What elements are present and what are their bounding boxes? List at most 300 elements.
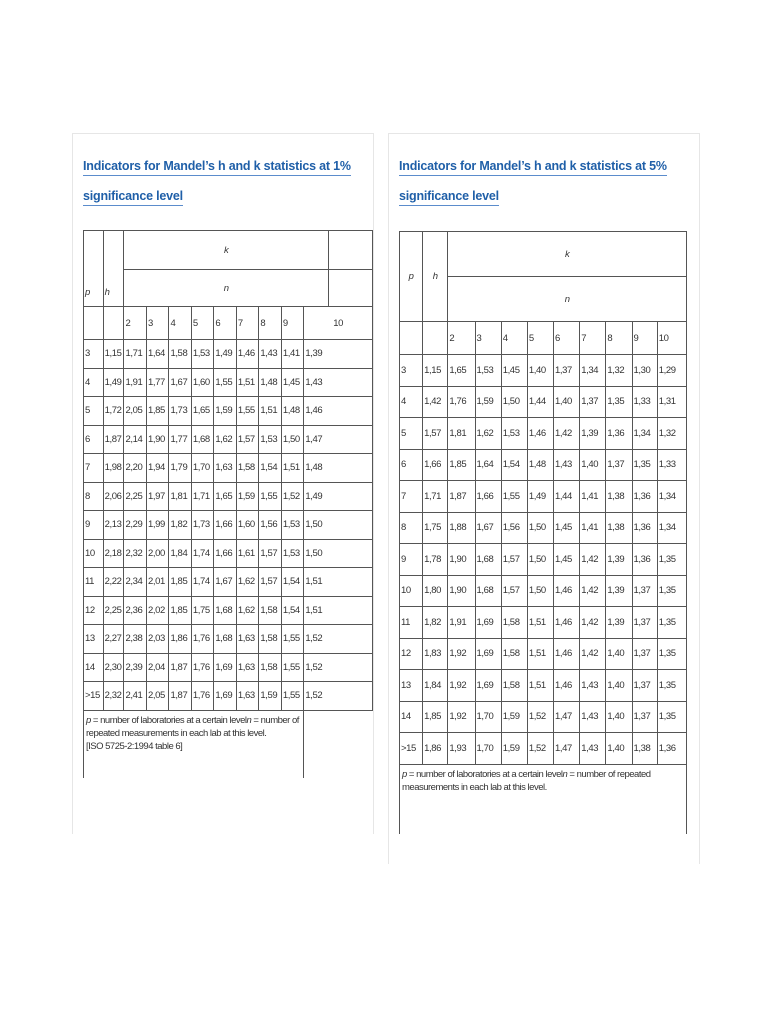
k-value: 1,55 — [214, 368, 236, 397]
k-value: 1,59 — [501, 733, 527, 765]
k-value: 1,84 — [169, 539, 191, 568]
p-value: 13 — [84, 625, 104, 654]
k-value: 1,99 — [146, 511, 168, 540]
k-value: 2,25 — [124, 482, 146, 511]
p-value: 8 — [84, 482, 104, 511]
k-value: 1,69 — [475, 607, 501, 639]
k-value: 1,37 — [632, 701, 657, 733]
p-value: >15 — [84, 682, 104, 711]
n-value-header: 7 — [236, 307, 258, 340]
k-value: 1,74 — [191, 568, 213, 597]
k-value: 1,69 — [214, 682, 236, 711]
h-value: 2,22 — [103, 568, 124, 597]
table-row — [84, 625, 373, 654]
k-value: 1,45 — [281, 368, 303, 397]
k-value: 1,66 — [214, 511, 236, 540]
k-value: 1,51 — [259, 397, 281, 426]
k-value: 1,50 — [304, 539, 373, 568]
n-value-header: 5 — [527, 322, 553, 355]
k-value: 1,57 — [259, 539, 281, 568]
table-row — [84, 682, 373, 711]
k-value: 1,55 — [281, 625, 303, 654]
k-value: 1,90 — [448, 575, 475, 607]
k-value: 1,42 — [580, 575, 606, 607]
k-value: 1,76 — [191, 653, 213, 682]
k-value: 1,34 — [580, 355, 606, 387]
k-value: 1,52 — [281, 482, 303, 511]
h-value: 2,30 — [103, 653, 124, 682]
k-value: 1,57 — [501, 575, 527, 607]
p-value: 5 — [84, 397, 104, 426]
k-value: 1,49 — [527, 481, 553, 513]
k-value: 1,67 — [169, 368, 191, 397]
k-value: 1,51 — [304, 596, 373, 625]
table-row — [84, 568, 373, 597]
header-n: n — [124, 270, 328, 307]
k-value: 1,87 — [448, 481, 475, 513]
p-value: 9 — [84, 511, 104, 540]
k-value: 1,70 — [475, 701, 501, 733]
p-value: 14 — [400, 701, 423, 733]
k-value: 1,91 — [448, 607, 475, 639]
k-value: 1,35 — [657, 670, 686, 702]
k-value: 1,48 — [527, 449, 553, 481]
n-value-header: 3 — [475, 322, 501, 355]
n-values-row — [84, 307, 373, 340]
header-k: k — [124, 231, 328, 270]
k-value: 1,51 — [304, 568, 373, 597]
k-value: 1,37 — [580, 386, 606, 418]
k-value: 1,77 — [146, 368, 168, 397]
n-value-header: 10 — [304, 307, 373, 340]
k-value: 1,32 — [606, 355, 632, 387]
footnote-n-symbol: n — [562, 768, 568, 780]
n-value-header: 6 — [214, 307, 236, 340]
k-value: 1,63 — [236, 682, 258, 711]
k-value: 1,35 — [632, 449, 657, 481]
k-value: 2,14 — [124, 425, 146, 454]
k-value: 1,65 — [191, 397, 213, 426]
k-value: 1,58 — [169, 340, 191, 369]
table-row — [400, 575, 687, 607]
k-value: 1,47 — [304, 425, 373, 454]
mandel-table-5-percent — [399, 231, 687, 834]
k-value: 1,59 — [475, 386, 501, 418]
n-value-header: 3 — [146, 307, 168, 340]
h-value: 1,80 — [423, 575, 448, 607]
k-value: 1,49 — [214, 340, 236, 369]
h-value: 2,32 — [103, 682, 124, 711]
k-value: 1,68 — [214, 596, 236, 625]
k-value: 1,57 — [501, 544, 527, 576]
k-value: 1,69 — [475, 670, 501, 702]
table-row — [400, 418, 687, 450]
k-value: 1,64 — [146, 340, 168, 369]
k-value: 1,94 — [146, 454, 168, 483]
k-value: 1,74 — [191, 539, 213, 568]
k-value: 1,65 — [448, 355, 475, 387]
k-value: 1,48 — [304, 454, 373, 483]
k-value: 1,38 — [606, 512, 632, 544]
footnote-row — [84, 710, 373, 778]
k-value: 1,43 — [304, 368, 373, 397]
k-value: 2,39 — [124, 653, 146, 682]
k-value: 1,76 — [191, 682, 213, 711]
n-value-header: 4 — [169, 307, 191, 340]
k-value: 1,40 — [527, 355, 553, 387]
k-value: 1,33 — [657, 449, 686, 481]
table-row — [400, 355, 687, 387]
k-value: 1,46 — [554, 638, 580, 670]
n-value-header: 9 — [632, 322, 657, 355]
p-value: 4 — [84, 368, 104, 397]
k-value: 1,68 — [191, 425, 213, 454]
k-value: 1,71 — [124, 340, 146, 369]
k-value: 1,42 — [554, 418, 580, 450]
k-value: 1,76 — [448, 386, 475, 418]
k-value: 1,92 — [448, 638, 475, 670]
table-row — [84, 454, 373, 483]
h-value: 2,27 — [103, 625, 124, 654]
table-row — [84, 653, 373, 682]
k-value: 1,35 — [606, 386, 632, 418]
k-value: 2,20 — [124, 454, 146, 483]
k-value: 1,37 — [554, 355, 580, 387]
h-value: 1,71 — [423, 481, 448, 513]
k-value: 2,03 — [146, 625, 168, 654]
p-value: 9 — [400, 544, 423, 576]
k-value: 1,61 — [236, 539, 258, 568]
k-value: 1,58 — [259, 596, 281, 625]
h-value: 1,87 — [103, 425, 124, 454]
k-value: 1,70 — [475, 733, 501, 765]
k-value: 1,43 — [580, 670, 606, 702]
k-value: 1,36 — [632, 481, 657, 513]
k-value: 1,65 — [214, 482, 236, 511]
k-value: 1,37 — [606, 449, 632, 481]
k-value: 1,53 — [191, 340, 213, 369]
k-value: 1,82 — [169, 511, 191, 540]
h-value: 2,25 — [103, 596, 124, 625]
k-value: 1,37 — [632, 575, 657, 607]
k-value: 1,90 — [448, 544, 475, 576]
k-value: 1,46 — [554, 607, 580, 639]
footnote-p-symbol: p — [86, 714, 91, 726]
table-row — [400, 733, 687, 765]
p-value: 5 — [400, 418, 423, 450]
h-value: 1,84 — [423, 670, 448, 702]
footnote-text: = number of repeated measurements in each lab at this level. — [86, 714, 299, 739]
k-value: 1,50 — [304, 511, 373, 540]
header-empty — [328, 231, 372, 270]
k-value: 1,63 — [236, 653, 258, 682]
footnote-empty — [304, 710, 373, 778]
n-value-header: 2 — [448, 322, 475, 355]
k-value: 1,55 — [236, 397, 258, 426]
h-value: 1,83 — [423, 638, 448, 670]
k-value: 1,37 — [632, 638, 657, 670]
header-blank — [423, 322, 448, 355]
k-value: 1,67 — [475, 512, 501, 544]
k-value: 1,81 — [169, 482, 191, 511]
k-value: 1,56 — [501, 512, 527, 544]
footnote-p-symbol: p — [402, 768, 407, 780]
k-value: 1,66 — [214, 539, 236, 568]
k-value: 1,58 — [501, 638, 527, 670]
k-value: 1,33 — [632, 386, 657, 418]
k-value: 1,31 — [657, 386, 686, 418]
k-value: 1,52 — [304, 682, 373, 711]
k-value: 1,53 — [281, 539, 303, 568]
k-value: 1,55 — [281, 682, 303, 711]
header-k: k — [448, 232, 687, 277]
k-value: 1,47 — [554, 733, 580, 765]
k-value: 1,60 — [191, 368, 213, 397]
k-value: 2,38 — [124, 625, 146, 654]
n-value-header: 5 — [191, 307, 213, 340]
k-value: 1,45 — [501, 355, 527, 387]
footnote — [84, 710, 304, 778]
h-value: 1,98 — [103, 454, 124, 483]
p-value: 6 — [84, 425, 104, 454]
k-value: 2,41 — [124, 682, 146, 711]
title-line-1: Indicators for Mandel’s h and k statistics at 1% — [83, 157, 351, 176]
h-value: 1,72 — [103, 397, 124, 426]
k-value: 1,39 — [304, 340, 373, 369]
header-n: n — [448, 277, 687, 322]
k-value: 1,50 — [501, 386, 527, 418]
k-value: 1,87 — [169, 653, 191, 682]
k-value: 1,52 — [527, 733, 553, 765]
k-value: 1,69 — [475, 638, 501, 670]
k-value: 1,41 — [281, 340, 303, 369]
footnote-text: = number of laboratories at a certain level — [406, 768, 563, 780]
k-value: 1,48 — [259, 368, 281, 397]
table-row — [400, 386, 687, 418]
k-value: 1,45 — [554, 512, 580, 544]
k-value: 1,90 — [146, 425, 168, 454]
k-value: 2,32 — [124, 539, 146, 568]
p-value: 14 — [84, 653, 104, 682]
footnote-text: = number of laboratories at a certain level — [90, 714, 247, 726]
h-value: 1,86 — [423, 733, 448, 765]
k-value: 1,52 — [527, 701, 553, 733]
k-value: 1,46 — [554, 575, 580, 607]
h-value: 1,85 — [423, 701, 448, 733]
k-value: 1,45 — [554, 544, 580, 576]
panel-title — [399, 151, 667, 211]
header-p: p — [84, 231, 104, 307]
k-value: 1,38 — [606, 481, 632, 513]
k-value: 1,58 — [501, 670, 527, 702]
h-value: 2,06 — [103, 482, 124, 511]
k-value: 1,75 — [191, 596, 213, 625]
k-value: 1,93 — [448, 733, 475, 765]
k-value: 2,00 — [146, 539, 168, 568]
n-value-header: 2 — [124, 307, 146, 340]
p-value: 7 — [84, 454, 104, 483]
n-value-header: 10 — [657, 322, 686, 355]
k-value: 1,53 — [501, 418, 527, 450]
k-value: 1,46 — [304, 397, 373, 426]
header-h: h — [423, 232, 448, 322]
k-value: 1,37 — [632, 670, 657, 702]
k-value: 1,40 — [606, 701, 632, 733]
k-value: 1,69 — [214, 653, 236, 682]
k-value: 1,64 — [475, 449, 501, 481]
table-row — [400, 481, 687, 513]
title-line-1: Indicators for Mandel’s h and k statistics at 5% — [399, 157, 667, 176]
k-value: 1,50 — [527, 544, 553, 576]
p-value: 12 — [400, 638, 423, 670]
footnote-reference: [ISO 5725-2:1994 table 6] — [86, 740, 183, 752]
k-value: 1,62 — [236, 568, 258, 597]
k-value: 1,46 — [527, 418, 553, 450]
k-value: 1,85 — [169, 568, 191, 597]
k-value: 1,55 — [501, 481, 527, 513]
k-value: 1,68 — [214, 625, 236, 654]
k-value: 1,88 — [448, 512, 475, 544]
k-value: 1,53 — [475, 355, 501, 387]
k-value: 1,58 — [236, 454, 258, 483]
k-value: 2,05 — [124, 397, 146, 426]
table-row — [84, 425, 373, 454]
k-value: 1,42 — [580, 607, 606, 639]
k-value: 1,85 — [448, 449, 475, 481]
k-value: 1,43 — [580, 733, 606, 765]
n-value-header: 8 — [606, 322, 632, 355]
table-row — [84, 596, 373, 625]
n-value-header: 9 — [281, 307, 303, 340]
k-value: 2,34 — [124, 568, 146, 597]
k-value: 1,51 — [281, 454, 303, 483]
k-value: 1,51 — [527, 670, 553, 702]
k-value: 1,44 — [527, 386, 553, 418]
table-row — [84, 368, 373, 397]
p-value: 8 — [400, 512, 423, 544]
table-row — [84, 340, 373, 369]
k-value: 1,62 — [475, 418, 501, 450]
k-value: 1,30 — [632, 355, 657, 387]
k-value: 1,40 — [606, 638, 632, 670]
k-value: 1,86 — [169, 625, 191, 654]
k-value: 1,58 — [259, 653, 281, 682]
k-value: 1,70 — [191, 454, 213, 483]
p-value: 12 — [84, 596, 104, 625]
table-row — [400, 449, 687, 481]
n-value-header: 6 — [554, 322, 580, 355]
k-value: 1,50 — [527, 575, 553, 607]
n-value-header: 4 — [501, 322, 527, 355]
k-value: 1,46 — [236, 340, 258, 369]
k-value: 1,92 — [448, 670, 475, 702]
k-value: 1,87 — [169, 682, 191, 711]
k-value: 1,60 — [236, 511, 258, 540]
k-value: 1,63 — [236, 625, 258, 654]
k-value: 1,73 — [191, 511, 213, 540]
k-value: 1,41 — [580, 512, 606, 544]
panel-1-percent — [72, 133, 374, 834]
k-value: 1,40 — [606, 733, 632, 765]
k-value: 1,79 — [169, 454, 191, 483]
k-value: 2,04 — [146, 653, 168, 682]
k-value: 1,57 — [259, 568, 281, 597]
k-value: 1,81 — [448, 418, 475, 450]
h-value: 1,57 — [423, 418, 448, 450]
k-value: 1,66 — [475, 481, 501, 513]
h-value: 1,82 — [423, 607, 448, 639]
k-value: 1,77 — [169, 425, 191, 454]
k-value: 1,32 — [657, 418, 686, 450]
k-value: 1,48 — [281, 397, 303, 426]
table-row — [400, 512, 687, 544]
h-value: 1,49 — [103, 368, 124, 397]
k-value: 2,02 — [146, 596, 168, 625]
header-h: h — [103, 231, 124, 307]
k-value: 1,51 — [527, 607, 553, 639]
k-value: 1,91 — [124, 368, 146, 397]
k-value: 1,54 — [501, 449, 527, 481]
k-value: 1,43 — [259, 340, 281, 369]
k-value: 2,05 — [146, 682, 168, 711]
panel-title — [83, 151, 351, 211]
k-value: 1,51 — [236, 368, 258, 397]
k-value: 1,39 — [606, 575, 632, 607]
k-value: 2,01 — [146, 568, 168, 597]
table-row — [400, 701, 687, 733]
k-value: 1,53 — [281, 511, 303, 540]
k-value: 1,43 — [580, 701, 606, 733]
k-value: 1,35 — [657, 701, 686, 733]
k-value: 1,92 — [448, 701, 475, 733]
k-value: 1,52 — [304, 625, 373, 654]
k-value: 1,40 — [580, 449, 606, 481]
p-value: 3 — [400, 355, 423, 387]
panel-5-percent — [388, 133, 700, 864]
k-value: 1,47 — [554, 701, 580, 733]
k-value: 1,37 — [632, 607, 657, 639]
k-value: 2,36 — [124, 596, 146, 625]
table-row — [84, 397, 373, 426]
p-value: 3 — [84, 340, 104, 369]
k-value: 2,29 — [124, 511, 146, 540]
table-row — [84, 482, 373, 511]
k-value: 1,36 — [657, 733, 686, 765]
h-value: 1,66 — [423, 449, 448, 481]
k-value: 1,44 — [554, 481, 580, 513]
k-value: 1,97 — [146, 482, 168, 511]
k-value: 1,85 — [169, 596, 191, 625]
p-value: 11 — [400, 607, 423, 639]
k-value: 1,55 — [281, 653, 303, 682]
k-value: 1,36 — [606, 418, 632, 450]
k-value: 1,38 — [632, 733, 657, 765]
k-value: 1,49 — [304, 482, 373, 511]
k-value: 1,57 — [236, 425, 258, 454]
h-value: 1,15 — [423, 355, 448, 387]
k-value: 1,59 — [236, 482, 258, 511]
title-line-2: significance level — [83, 187, 183, 206]
k-value: 1,68 — [475, 575, 501, 607]
k-value: 1,46 — [554, 670, 580, 702]
k-value: 1,62 — [236, 596, 258, 625]
k-value: 1,54 — [281, 596, 303, 625]
footnote-row — [400, 764, 687, 834]
k-value: 1,35 — [657, 607, 686, 639]
k-value: 1,39 — [606, 544, 632, 576]
p-value: 10 — [400, 575, 423, 607]
k-value: 1,58 — [259, 625, 281, 654]
